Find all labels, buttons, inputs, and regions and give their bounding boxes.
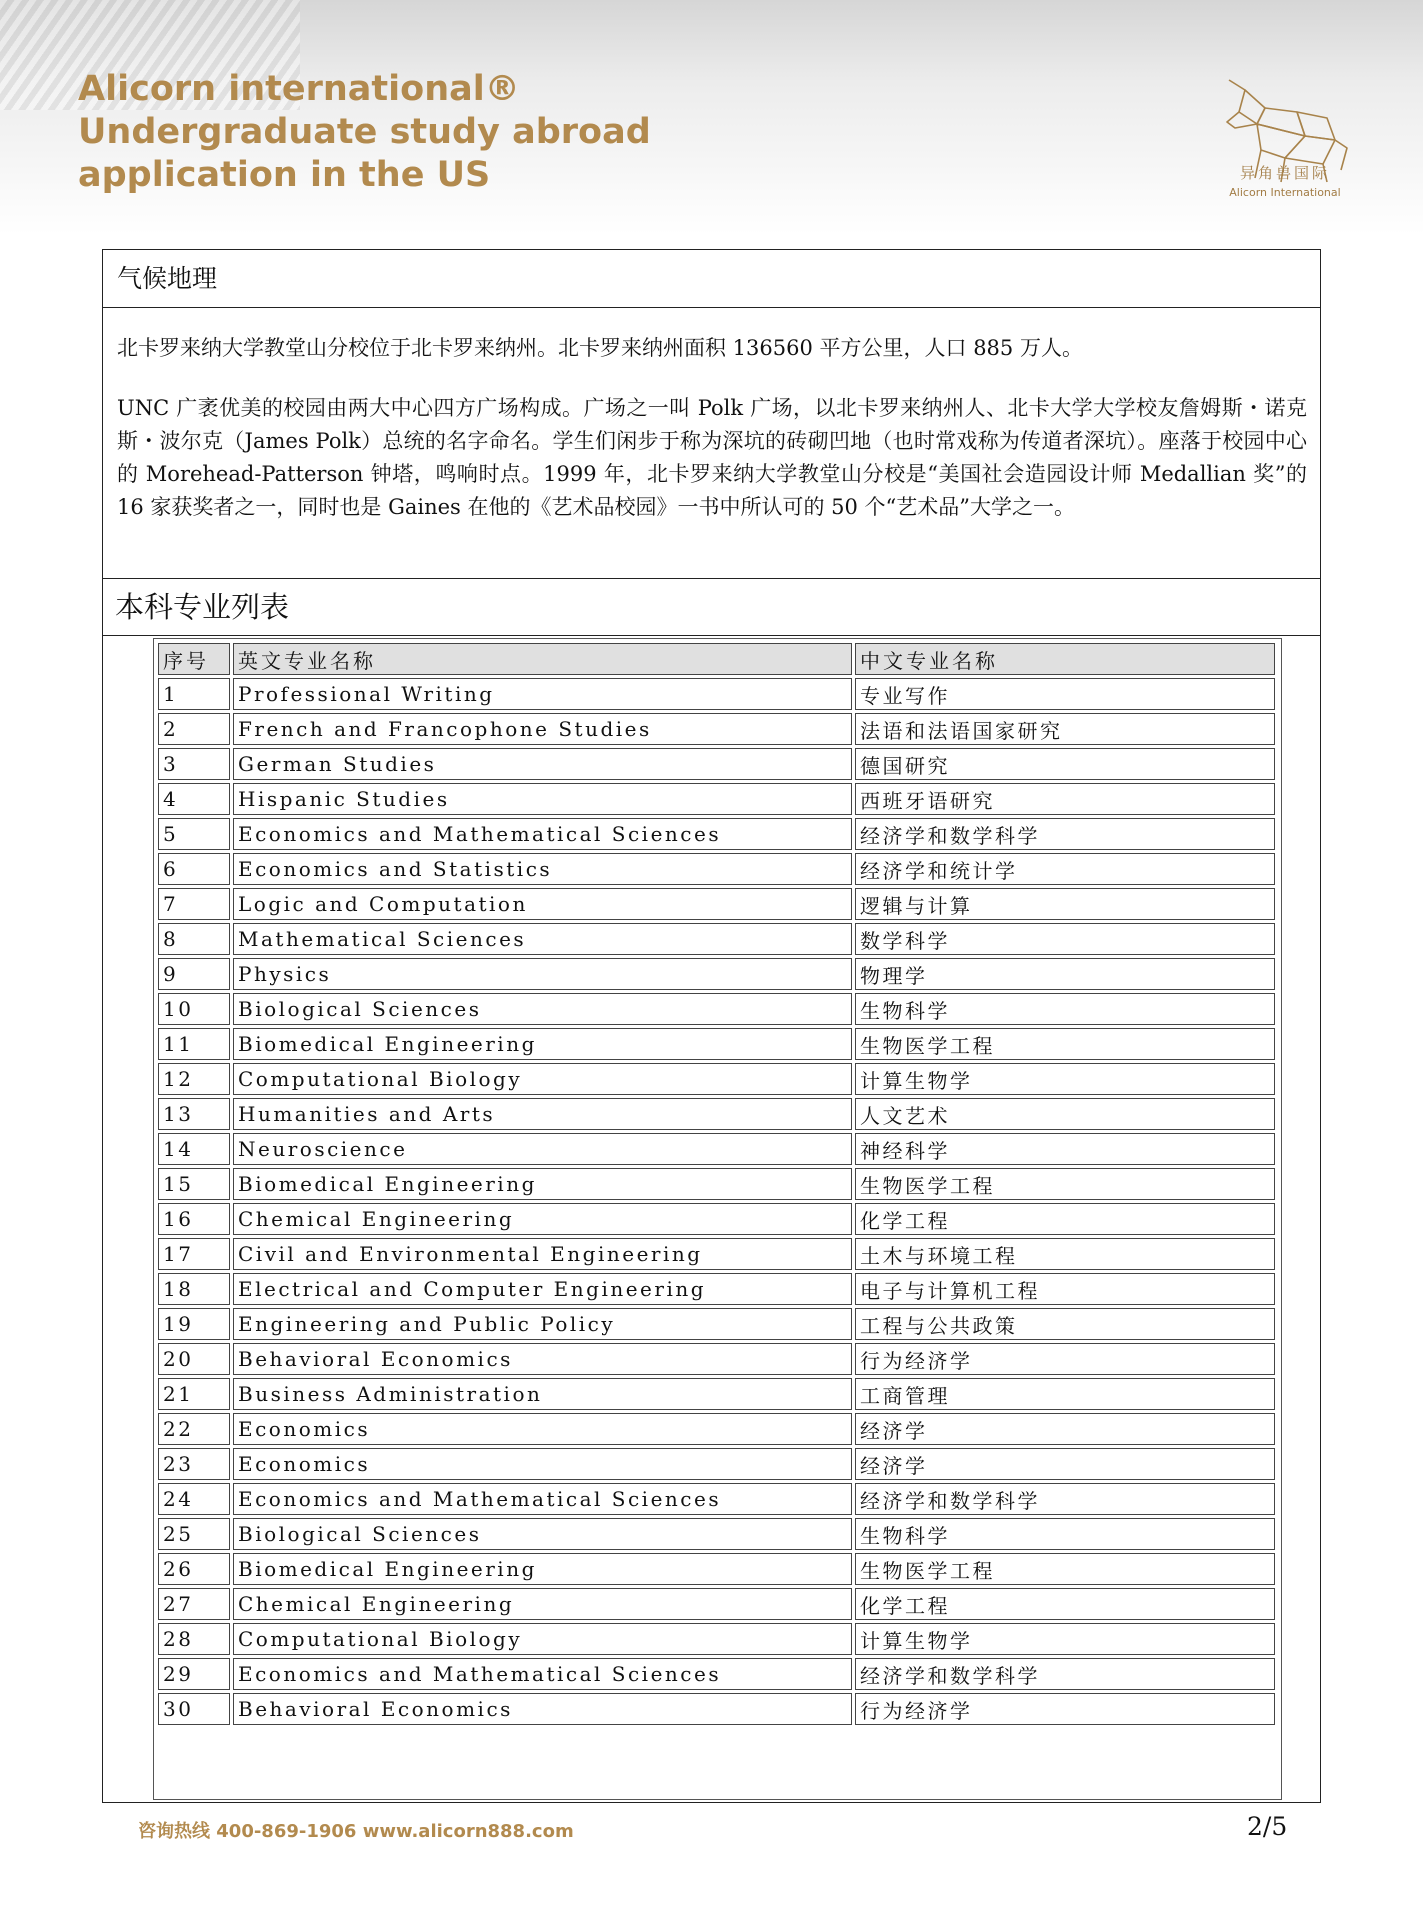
row-number: 26: [158, 1553, 230, 1585]
row-english-name: Economics and Mathematical Sciences: [233, 818, 852, 850]
row-english-name: Civil and Environmental Engineering: [233, 1238, 852, 1270]
table-row: [158, 1553, 1275, 1585]
table-row: [158, 958, 1275, 990]
brand-line-3: application in the US: [78, 155, 491, 195]
row-number: 4: [158, 783, 230, 815]
paragraph-location: 北卡罗来纳大学教堂山分校位于北卡罗来纳州。北卡罗来纳州面积 136560 平方公里，人口 885 万人。: [117, 336, 1083, 360]
row-english-name: German Studies: [233, 748, 852, 780]
row-english-name: Economics: [233, 1413, 852, 1445]
row-number: 18: [158, 1273, 230, 1305]
row-english-name: Biological Sciences: [233, 1518, 852, 1550]
row-chinese-name: 人文艺术: [855, 1098, 1275, 1130]
row-number: 2: [158, 713, 230, 745]
row-chinese-name: 经济学和统计学: [855, 853, 1275, 885]
section-title-majors: 本科专业列表: [103, 578, 1320, 636]
table-row: [158, 713, 1275, 745]
row-number: 15: [158, 1168, 230, 1200]
row-number: 22: [158, 1413, 230, 1445]
row-english-name: Biomedical Engineering: [233, 1028, 852, 1060]
row-english-name: Economics and Mathematical Sciences: [233, 1483, 852, 1515]
logo-chinese-text: 异角兽国际: [1239, 164, 1330, 182]
section-title-climate: 气候地理: [103, 250, 1320, 308]
page-number: 2/5: [1247, 1812, 1288, 1841]
row-english-name: Behavioral Economics: [233, 1343, 852, 1375]
row-number: 27: [158, 1588, 230, 1620]
row-chinese-name: 生物医学工程: [855, 1553, 1275, 1585]
row-chinese-name: 行为经济学: [855, 1343, 1275, 1375]
row-chinese-name: 化学工程: [855, 1203, 1275, 1235]
logo-english-text: Alicorn International: [1229, 186, 1341, 199]
table-row: [158, 678, 1275, 710]
row-english-name: Physics: [233, 958, 852, 990]
row-english-name: Electrical and Computer Engineering: [233, 1273, 852, 1305]
row-chinese-name: 生物医学工程: [855, 1168, 1275, 1200]
brand-line-1: Alicorn international®: [78, 69, 520, 109]
table-row: [158, 1238, 1275, 1270]
row-english-name: Mathematical Sciences: [233, 923, 852, 955]
table-row: [158, 1658, 1275, 1690]
table-row: [158, 1343, 1275, 1375]
row-english-name: Chemical Engineering: [233, 1588, 852, 1620]
row-english-name: Neuroscience: [233, 1133, 852, 1165]
row-english-name: Professional Writing: [233, 678, 852, 710]
row-number: 11: [158, 1028, 230, 1060]
row-english-name: Logic and Computation: [233, 888, 852, 920]
table-row: [158, 1273, 1275, 1305]
row-number: 24: [158, 1483, 230, 1515]
row-chinese-name: 土木与环境工程: [855, 1238, 1275, 1270]
row-chinese-name: 经济学和数学科学: [855, 1483, 1275, 1515]
table-row: [158, 1413, 1275, 1445]
row-english-name: Chemical Engineering: [233, 1203, 852, 1235]
row-chinese-name: 神经科学: [855, 1133, 1275, 1165]
row-number: 6: [158, 853, 230, 885]
row-english-name: Business Administration: [233, 1378, 852, 1410]
row-number: 29: [158, 1658, 230, 1690]
row-chinese-name: 生物科学: [855, 993, 1275, 1025]
row-number: 16: [158, 1203, 230, 1235]
table-row: [158, 1483, 1275, 1515]
row-chinese-name: 德国研究: [855, 748, 1275, 780]
header-number: 序号: [158, 643, 230, 675]
row-chinese-name: 数学科学: [855, 923, 1275, 955]
table-row: [158, 1623, 1275, 1655]
row-number: 10: [158, 993, 230, 1025]
row-english-name: Behavioral Economics: [233, 1693, 852, 1725]
row-chinese-name: 计算生物学: [855, 1623, 1275, 1655]
row-english-name: Computational Biology: [233, 1623, 852, 1655]
row-chinese-name: 逻辑与计算: [855, 888, 1275, 920]
row-chinese-name: 经济学: [855, 1413, 1275, 1445]
table-row: [158, 1693, 1275, 1725]
row-number: 23: [158, 1448, 230, 1480]
brand-title: [78, 68, 698, 197]
row-number: 12: [158, 1063, 230, 1095]
row-number: 8: [158, 923, 230, 955]
row-chinese-name: 化学工程: [855, 1588, 1275, 1620]
row-number: 21: [158, 1378, 230, 1410]
table-row: [158, 1168, 1275, 1200]
row-number: 14: [158, 1133, 230, 1165]
footer-contact: 咨询热线 400-869-1906 www.alicorn888.com: [138, 1821, 574, 1842]
row-chinese-name: 西班牙语研究: [855, 783, 1275, 815]
row-chinese-name: 经济学和数学科学: [855, 1658, 1275, 1690]
table-row: [158, 1448, 1275, 1480]
row-number: 13: [158, 1098, 230, 1130]
row-number: 1: [158, 678, 230, 710]
row-number: 7: [158, 888, 230, 920]
table-row: [158, 1378, 1275, 1410]
row-chinese-name: 行为经济学: [855, 1693, 1275, 1725]
row-chinese-name: 电子与计算机工程: [855, 1273, 1275, 1305]
row-chinese-name: 经济学和数学科学: [855, 818, 1275, 850]
table-row: [158, 818, 1275, 850]
row-english-name: Computational Biology: [233, 1063, 852, 1095]
table-row: [158, 1203, 1275, 1235]
row-chinese-name: 计算生物学: [855, 1063, 1275, 1095]
majors-table: [155, 640, 1278, 1728]
row-chinese-name: 专业写作: [855, 678, 1275, 710]
row-english-name: Hispanic Studies: [233, 783, 852, 815]
row-number: 9: [158, 958, 230, 990]
header-chinese-name: 中文专业名称: [855, 643, 1275, 675]
row-number: 20: [158, 1343, 230, 1375]
row-chinese-name: 物理学: [855, 958, 1275, 990]
row-number: 25: [158, 1518, 230, 1550]
row-number: 30: [158, 1693, 230, 1725]
row-chinese-name: 生物医学工程: [855, 1028, 1275, 1060]
table-row: [158, 1063, 1275, 1095]
row-chinese-name: 工商管理: [855, 1378, 1275, 1410]
table-row: [158, 1588, 1275, 1620]
table-row: [158, 888, 1275, 920]
row-english-name: Economics: [233, 1448, 852, 1480]
row-english-name: Biological Sciences: [233, 993, 852, 1025]
row-number: 3: [158, 748, 230, 780]
majors-table-frame: [153, 638, 1282, 1800]
table-row: [158, 993, 1275, 1025]
row-english-name: Humanities and Arts: [233, 1098, 852, 1130]
row-english-name: Economics and Mathematical Sciences: [233, 1658, 852, 1690]
row-number: 28: [158, 1623, 230, 1655]
table-header-row: [158, 643, 1275, 675]
row-english-name: Biomedical Engineering: [233, 1553, 852, 1585]
row-number: 5: [158, 818, 230, 850]
table-row: [158, 1518, 1275, 1550]
row-english-name: Engineering and Public Policy: [233, 1308, 852, 1340]
table-row: [158, 853, 1275, 885]
row-chinese-name: 生物科学: [855, 1518, 1275, 1550]
header-english-name: 英文专业名称: [233, 643, 852, 675]
row-number: 17: [158, 1238, 230, 1270]
row-chinese-name: 经济学: [855, 1448, 1275, 1480]
row-english-name: Biomedical Engineering: [233, 1168, 852, 1200]
row-chinese-name: 法语和法语国家研究: [855, 713, 1275, 745]
table-row: [158, 748, 1275, 780]
row-english-name: French and Francophone Studies: [233, 713, 852, 745]
table-row: [158, 1098, 1275, 1130]
table-row: [158, 783, 1275, 815]
table-row: [158, 1308, 1275, 1340]
row-number: 19: [158, 1308, 230, 1340]
brand-line-2: Undergraduate study abroad: [78, 112, 651, 152]
row-english-name: Economics and Statistics: [233, 853, 852, 885]
table-row: [158, 1028, 1275, 1060]
row-chinese-name: 工程与公共政策: [855, 1308, 1275, 1340]
content-box: [102, 249, 1321, 1803]
table-row: [158, 923, 1275, 955]
table-row: [158, 1133, 1275, 1165]
paragraph-campus: UNC 广袤优美的校园由两大中心四方广场构成。广场之一叫 Polk 广场，以北卡罗来纳州人、北卡大学大学校友詹姆斯・诺克斯・波尔克（James Polk）总统的名字命名。学生们闲步于称为深坑的砖砌凹地（也时常戏称为传道者深坑）。座落于校园中心的 Morehead-Patterson 钟塔，鸣响时点。1999 年，北卡罗来纳大学教堂山分校是“美国社会造园设计师 Medallian 奖”的 16 家获奖者之一，同时也是 Gaines 在他的《艺术品校园》一书中所认可的 50 个“艺术品”大学之一。: [117, 396, 1307, 519]
